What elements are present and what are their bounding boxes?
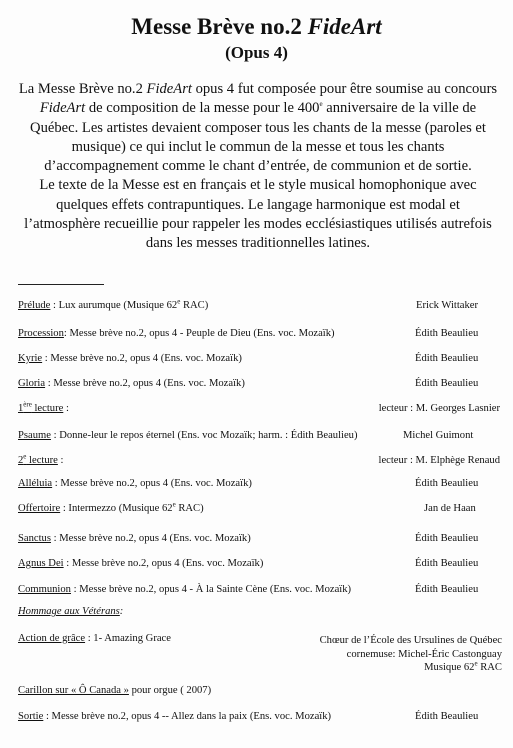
- program-performer: Michel Guimont: [403, 430, 474, 441]
- intro-paragraph-2: Le texte de la Messe est en français et le style musical homophonique avec quelques effets contrapuntiques. Le langage harmonique est modal et l’atmosphère recueillie pour rappeler les modes ecclésiastiques utilisés autrefois dans les messes traditionnelles latines.: [24, 177, 492, 252]
- intro-p1-a: La Messe Brève no.2: [18, 81, 147, 97]
- program-sup: e: [177, 297, 181, 306]
- program-performer: Édith Beaulieu: [415, 711, 479, 722]
- program-text: : Messe brève no.2, opus 4 - Peuple de Dieu (Ens. voc. Mozaïk): [63, 328, 335, 339]
- hommage-label: Hommage aux Vétérans: [18, 606, 120, 617]
- program-row-sortie: [18, 710, 500, 724]
- label-a: 2: [18, 455, 24, 466]
- program-text: : Messe brève no.2, opus 4 (Ens. voc. Mozaïk): [52, 478, 252, 489]
- program-performer: lecteur : M. Elphège Renaud: [378, 455, 500, 466]
- program-performer: Édith Beaulieu: [415, 378, 479, 389]
- program-text: : Intermezzo (Musique 62: [60, 503, 173, 514]
- intro-p1-fideart-2: FideArt: [39, 100, 86, 117]
- program-row-prelude: [18, 299, 500, 313]
- label-b: lecture: [31, 403, 64, 414]
- label-a: 1: [18, 403, 24, 414]
- program-label: Action de grâce: [18, 633, 86, 644]
- program-label: Psaume: [18, 430, 51, 441]
- program-row-alleluia: [18, 477, 500, 491]
- program-row-carillon: [18, 684, 500, 698]
- program-performer: Édith Beaulieu: [415, 478, 479, 489]
- program-text: : Messe brève no.2, opus 4 (Ens. voc. Mozaïk): [42, 353, 242, 364]
- divider: [18, 284, 104, 285]
- program-label: Sortie: [18, 711, 44, 722]
- title-main: Messe Brève no.2: [131, 14, 302, 39]
- intro-p1-sup: e: [319, 100, 323, 109]
- page-subtitle: (Opus 4): [225, 43, 288, 62]
- label-sup: e: [23, 452, 27, 461]
- program-label: Kyrie: [18, 353, 43, 364]
- program-text: : Messe brève no.2, opus 4 -- Allez dans la paix (Ens. voc. Mozaïk): [43, 711, 332, 722]
- program-performer: Édith Beaulieu: [415, 353, 479, 364]
- performer-line-b: RAC: [477, 662, 502, 673]
- program-label: Procession: [18, 328, 64, 339]
- intro-text: [18, 80, 498, 254]
- program-row-lecture-2: [18, 454, 500, 468]
- title-fideart: FideArt: [307, 14, 382, 39]
- program-performer: Édith Beaulieu: [415, 533, 479, 544]
- hommage-heading: [18, 605, 500, 619]
- label-sup: ère: [23, 400, 32, 409]
- program-label: [18, 452, 58, 466]
- program-row-kyrie: [18, 352, 500, 366]
- program-text: RAC): [180, 300, 209, 311]
- page-title: [0, 13, 513, 41]
- performer-line: [287, 661, 502, 675]
- program-label: Prélude: [18, 300, 51, 311]
- program-row-sanctus: [18, 532, 500, 546]
- program-label: Agnus Dei: [18, 558, 64, 569]
- program-label: Carillon sur « Ô Canada »: [18, 685, 129, 696]
- program-row-lecture-1: [18, 402, 500, 416]
- program-row-communion: [18, 583, 500, 597]
- label-b: lecture: [26, 455, 58, 466]
- performer-line-sup: e: [474, 659, 478, 668]
- intro-p1-c: de composition de la messe pour le 400: [85, 100, 320, 117]
- program-label: Gloria: [18, 378, 46, 389]
- performer-line: Chœur de l’École des Ursulines de Québec: [319, 635, 502, 646]
- program-text: :: [57, 455, 64, 466]
- program-row-gloria: [18, 377, 500, 391]
- intro-p1-b: opus 4 fut composée pour être soumise au concours: [191, 81, 498, 97]
- program-performer: lecteur : M. Georges Lasnier: [378, 403, 500, 414]
- program-text: :: [63, 403, 69, 414]
- program-text: : Donne-leur le repos éternel (Ens. voc Mozaïk; harm. : Édith Beaulieu): [50, 430, 358, 441]
- program-performer: Jan de Haan: [424, 503, 476, 514]
- performer-line: cornemuse: Michel-Éric Castonguay: [346, 648, 502, 660]
- program-label: [18, 400, 64, 414]
- program-performer: Édith Beaulieu: [415, 584, 479, 595]
- intro-paragraph-1: [18, 80, 498, 176]
- program-row-agnus-dei: [18, 557, 500, 571]
- program-row-offertoire: [18, 502, 500, 516]
- action-de-grace-performers: [287, 634, 502, 675]
- program-text: : 1- Amazing Grace: [85, 633, 171, 644]
- intro-p1-fideart-1: FideArt: [146, 81, 192, 97]
- program-label: Alléluia: [18, 478, 53, 489]
- program-text: pour orgue ( 2007): [128, 685, 212, 696]
- program-text: RAC): [175, 503, 204, 514]
- program-text: : Lux aurumque (Musique 62: [50, 300, 178, 311]
- program-row-psaume: [18, 429, 500, 443]
- program-performer: Édith Beaulieu: [415, 328, 479, 339]
- performer-line-a: Musique 62: [424, 662, 475, 673]
- program-label: Sanctus: [18, 533, 51, 544]
- intro-p1-d: anniversaire de la ville de Québec. Les artistes devaient composer tous les chants de la messe (paroles et musique) ce qui inclut le commun de la messe et tous les chants d’accompagnement comme le chant d’entrée, de communion et de sortie.: [30, 100, 486, 175]
- program-sup: e: [172, 500, 176, 509]
- program-label: Communion: [18, 584, 71, 595]
- program-performer: Erick Wittaker: [416, 300, 479, 311]
- program-label: Offertoire: [18, 503, 61, 514]
- program-row-procession: [18, 327, 500, 341]
- hommage-colon: :: [119, 606, 124, 617]
- program-text: : Messe brève no.2, opus 4 (Ens. voc. Mozaïk): [45, 378, 245, 389]
- program-text: : Messe brève no.2, opus 4 (Ens. voc. Mozaïk): [63, 558, 264, 569]
- program-text: : Messe brève no.2, opus 4 (Ens. voc. Mozaïk): [50, 533, 251, 544]
- program-performer: Édith Beaulieu: [415, 558, 479, 569]
- program-text: : Messe brève no.2, opus 4 - À la Sainte Cène (Ens. voc. Mozaïk): [70, 584, 352, 595]
